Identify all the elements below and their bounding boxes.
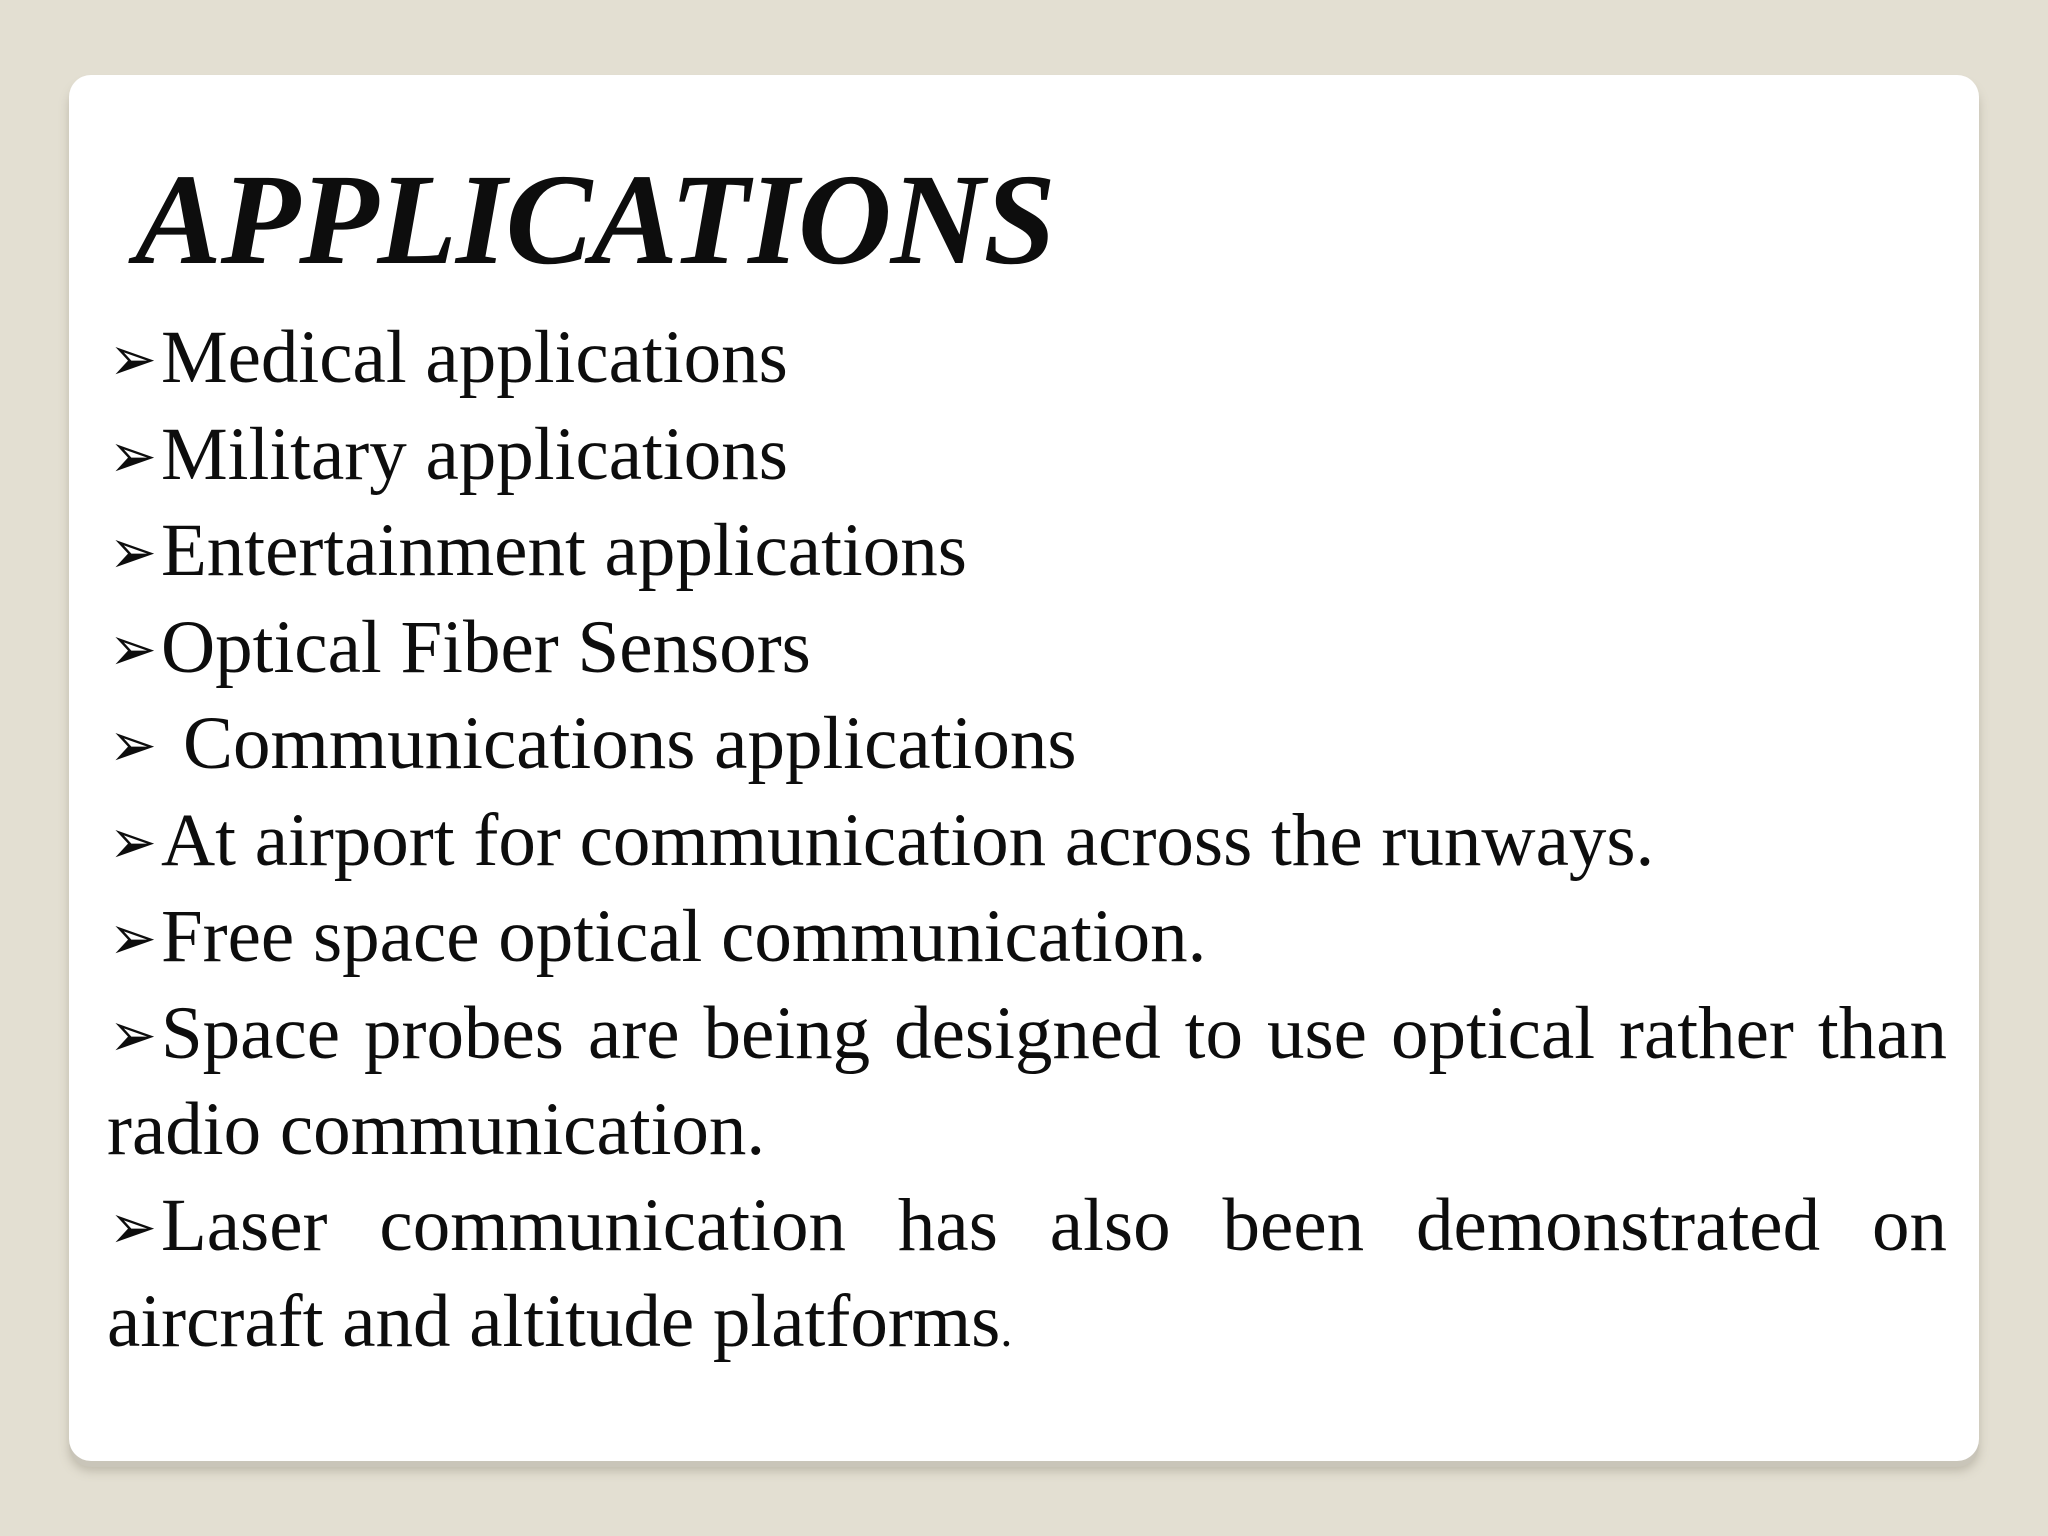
list-item: [107, 600, 1947, 697]
list-item: [107, 793, 1947, 890]
arrow-bullet-icon: ➢: [109, 804, 157, 878]
list-item: [107, 310, 1947, 407]
arrow-bullet-icon: ➢: [109, 708, 157, 781]
arrow-bullet-icon: ➢: [109, 418, 157, 492]
bullet-text: Military applications: [160, 412, 788, 496]
bullet-text: Optical Fiber Sensors: [160, 605, 811, 689]
bullet-list: [107, 310, 1947, 1379]
bullet-text: At airport for communication across the runways.: [160, 798, 1655, 882]
bullet-text: Free space optical communication.: [160, 895, 1207, 978]
arrow-bullet-icon: ➢: [109, 515, 157, 588]
list-item: [107, 1178, 1947, 1379]
arrow-bullet-icon: ➢: [109, 901, 157, 974]
list-item: [107, 986, 1947, 1178]
bullet-text: Laser communication has also been demonstrated on aircraft and altitude platforms: [107, 1183, 1947, 1363]
list-item: [107, 503, 1947, 600]
arrow-bullet-icon: ➢: [109, 997, 157, 1071]
arrow-bullet-icon: ➢: [109, 611, 157, 685]
list-item: [107, 696, 1947, 793]
list-item: [107, 889, 1947, 986]
bullet-text: Communications applications: [182, 702, 1077, 785]
slide-title: APPLICATIONS: [135, 148, 1055, 292]
slide-card: [69, 75, 1979, 1461]
bullet-text: Entertainment applications: [160, 509, 967, 592]
arrow-bullet-icon: ➢: [109, 1189, 157, 1263]
bullet-period: .: [1000, 1304, 1013, 1357]
bullet-text: Medical applications: [160, 316, 788, 399]
arrow-bullet-icon: ➢: [109, 322, 157, 395]
list-item: [107, 407, 1947, 504]
bullet-text: Space probes are being designed to use optical rather than radio communication.: [107, 991, 1947, 1171]
